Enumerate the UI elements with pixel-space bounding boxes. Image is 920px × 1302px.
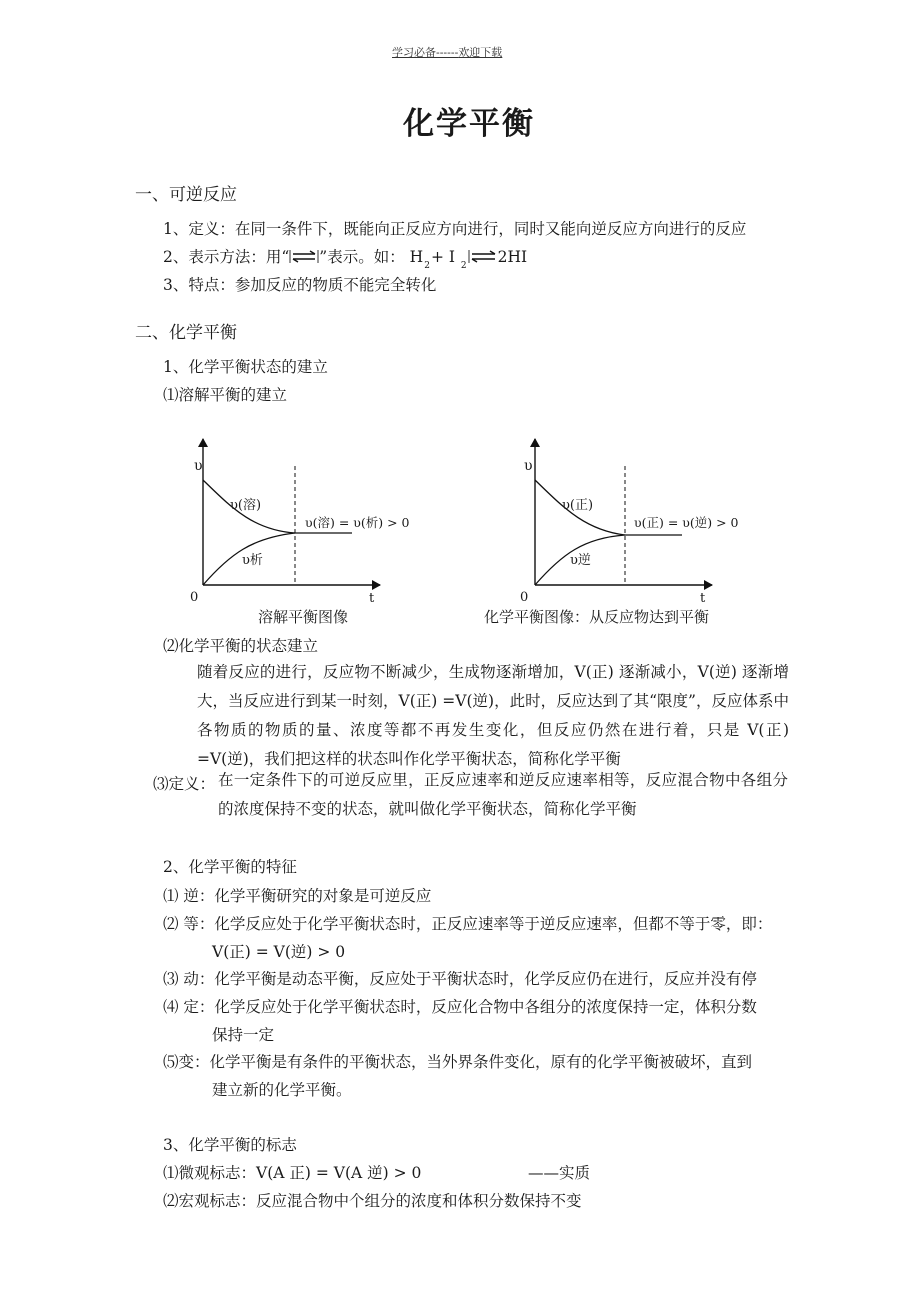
page-header [392, 44, 502, 60]
feature-5: ⑸变：化学平衡是有条件的平衡状态，当外界条件变化，原有的化学平衡被破坏，直到 [163, 1053, 753, 1071]
graph1-caption: 溶解平衡图像 [258, 608, 349, 626]
subsection-1b-heading: ⑵化学平衡的状态建立 [163, 637, 319, 655]
definition-label: ⑶定义： [153, 775, 216, 793]
reversible-arrow-icon [289, 250, 319, 263]
subsection-3-heading: 3、化学平衡的标志 [163, 1136, 297, 1154]
plus-i: + I [430, 248, 455, 266]
x-axis-label: t [700, 591, 706, 606]
feature-3: ⑶ 动：化学平衡是动态平衡，反应处于平衡状态时，化学反应仍在进行，反应并没有停 [163, 970, 757, 988]
origin-label: 0 [520, 590, 529, 605]
product-2hi: 2HI [497, 248, 528, 266]
definition-text: 在一定条件下的可逆反应里，正反应速率和逆反应速率相等，反应混合物中各组分的浓度保持不变的状态，就叫做化学平衡状态，简称化学平衡 [218, 771, 788, 818]
subsection-1-heading: 1、化学平衡状态的建立 [163, 358, 328, 376]
feature-2: ⑵ 等：化学反应处于化学平衡状态时，正反应速率等于逆反应速率，但都不等于零，即： [163, 915, 773, 933]
y-axis-label: υ [524, 458, 533, 474]
section2-heading: 二、化学平衡 [135, 323, 237, 343]
page-title: 化学平衡 [403, 106, 535, 142]
micro-marker-note: ——实质 [528, 1164, 591, 1182]
x-axis-label: t [369, 591, 375, 606]
origin-label: 0 [190, 590, 199, 605]
lower-curve-label: υ析 [242, 553, 263, 568]
h-subscript: 2 [424, 261, 430, 271]
header-dashes: ------ [436, 46, 459, 59]
macro-marker: ⑵宏观标志：反应混合物中个组分的浓度和体积分数保持不变 [163, 1192, 582, 1210]
feature-2-formula: V(正) = V(逆) > 0 [212, 943, 346, 961]
header-left: 学习必备 [392, 46, 436, 59]
feature-5-cont: 建立新的化学平衡。 [212, 1081, 352, 1099]
graph2-caption: 化学平衡图像：从反应物达到平衡 [484, 608, 710, 626]
feature-4-cont: 保持一定 [212, 1026, 275, 1044]
dissolution-equilibrium-graph [180, 430, 420, 610]
item2-prefix: 2、表示方法：用“ [163, 248, 290, 266]
subsection-1a-heading: ⑴溶解平衡的建立 [163, 386, 288, 404]
upper-curve-label: υ(正) [562, 498, 594, 513]
chemical-equilibrium-graph [512, 430, 752, 610]
reversible-arrow-icon [468, 250, 498, 263]
section1-heading: 一、可逆反应 [135, 185, 237, 205]
equilibrium-paragraph: 随着反应的进行，反应物不断减少，生成物逐渐增加，V(正) 逐渐减小，V(逆) 逐渐增大，当反应进行到某一时刻，V(正) =V(逆)，此时，反应达到了其“限度”，反应体系中各物质的物质的量、浓度等都不再发生变化，但反应仍然在进行着，只是 V(正) =V(逆)，我们把这样的状态叫作化学平衡状态，简称化学平衡 [197, 663, 789, 768]
equality-label: υ(溶) = υ(析) > 0 [305, 515, 410, 530]
section1-item1: 1、定义：在同一条件下，既能向正反应方向进行，同时又能向逆反应方向进行的反应 [163, 220, 747, 238]
item2-mid: ”表示。如： [319, 248, 405, 266]
feature-4: ⑷ 定：化学反应处于化学平衡状态时，反应化合物中各组分的浓度保持一定，体积分数 [163, 998, 757, 1016]
y-axis-label: υ [194, 458, 203, 474]
feature-1: ⑴ 逆：化学平衡研究的对象是可逆反应 [163, 887, 432, 905]
i-subscript: 2 [460, 261, 467, 271]
equality-label: υ(正) = υ(逆) > 0 [634, 515, 739, 530]
section1-item3: 3、特点：参加反应的物质不能完全转化 [163, 276, 437, 294]
upper-curve-label: υ(溶) [230, 498, 262, 513]
header-right: 欢迎下载 [458, 46, 503, 59]
subsection-2-heading: 2、化学平衡的特征 [163, 858, 297, 876]
lower-curve-label: υ逆 [570, 553, 591, 568]
h-symbol: H [409, 248, 424, 266]
section1-item2 [163, 245, 527, 271]
micro-marker: ⑴微观标志：V(A 正) = V(A 逆) > 0 [163, 1164, 422, 1182]
